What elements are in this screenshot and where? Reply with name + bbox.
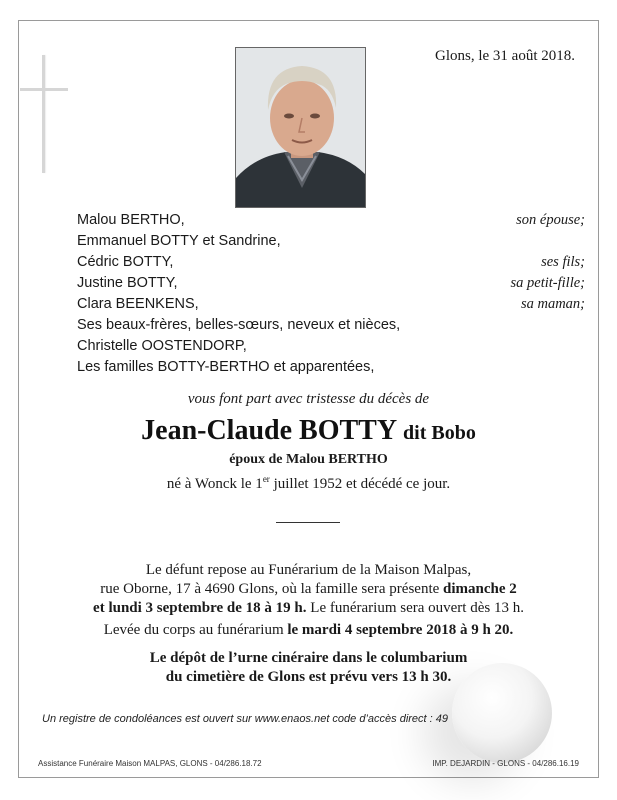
rest-line-1: Le défunt repose au Funérarium de la Maison Malpas, [145, 562, 472, 578]
divider [276, 522, 340, 523]
family-name: Malou BERTHO, [77, 212, 185, 228]
cross-icon-vertical [42, 55, 45, 173]
family-relation: son épouse; [516, 212, 585, 228]
family-name: Les familles BOTTY-BERTHO et apparentées, [77, 359, 375, 375]
birth-suffix: juillet 1952 et décédé ce jour. [269, 476, 451, 492]
family-row [77, 294, 585, 315]
urn-line-2: du cimetière de Glons est prévu vers 13 h 30. [165, 669, 452, 685]
cross-icon-horizontal [20, 88, 68, 91]
urn-line-1: Le dépôt de l’urne cinéraire dans le columbarium [149, 650, 468, 666]
levee-line [0, 621, 617, 640]
levee-bold: le mardi 4 septembre 2018 à 9 h 20. [287, 622, 514, 638]
family-relation: ses fils; [541, 254, 585, 270]
footer-printer: IMP. DEJARDIN - GLONS - 04/286.16.19 [432, 759, 579, 768]
footer-funeral-home: Assistance Funéraire Maison MALPAS, GLONS - 04/286.18.72 [38, 759, 262, 768]
family-list [77, 210, 585, 378]
family-row [77, 273, 585, 294]
family-relation: sa petit-fille; [510, 275, 585, 291]
family-row [77, 357, 585, 378]
intro-line: vous font part avec tristesse du décès de [187, 391, 430, 407]
rest-line-3-bold: et lundi 3 septembre de 18 à 19 h. [93, 600, 307, 616]
date-line: Glons, le 31 août 2018. [435, 48, 575, 64]
spouse-line: époux de Malou BERTHO [229, 452, 388, 467]
deceased-full-name: Jean-Claude BOTTY [141, 415, 397, 446]
rest-line-2-bold: dimanche 2 [443, 581, 517, 597]
registry-note: Un registre de condoléances est ouvert sur www.enaos.net code d’accès direct : 49 [42, 713, 449, 725]
rest-line-3 [0, 599, 617, 618]
family-row [77, 336, 585, 357]
rest-line-2 [0, 580, 617, 599]
family-name: Emmanuel BOTTY et Sandrine, [77, 233, 281, 249]
family-row [77, 231, 585, 252]
family-name: Clara BEENKENS, [77, 296, 199, 312]
deceased-nickname: dit Bobo [403, 422, 476, 444]
family-row [77, 252, 585, 273]
sphere-decoration [452, 663, 552, 763]
family-row [77, 315, 585, 336]
rest-line-3-text: Le funérarium sera ouvert dès 13 h. [306, 600, 524, 616]
birth-prefix: né à Wonck le 1 [166, 476, 263, 492]
levee-text: Levée du corps au funérarium [103, 622, 288, 638]
birth-line [0, 474, 617, 493]
rest-paragraph [0, 561, 617, 618]
family-name: Cédric BOTTY, [77, 254, 174, 270]
birth-sup: er [262, 474, 270, 484]
deceased-name [0, 415, 617, 447]
family-name: Ses beaux-frères, belles-sœurs, neveux et nièces, [77, 317, 401, 333]
family-relation: sa maman; [520, 296, 585, 312]
family-name: Christelle OOSTENDORP, [77, 338, 247, 354]
rest-line-2-text: rue Oborne, 17 à 4690 Glons, où la famille sera présente [100, 581, 444, 597]
portrait-photo [235, 47, 366, 208]
family-name: Justine BOTTY, [77, 275, 178, 291]
family-row [77, 210, 585, 231]
